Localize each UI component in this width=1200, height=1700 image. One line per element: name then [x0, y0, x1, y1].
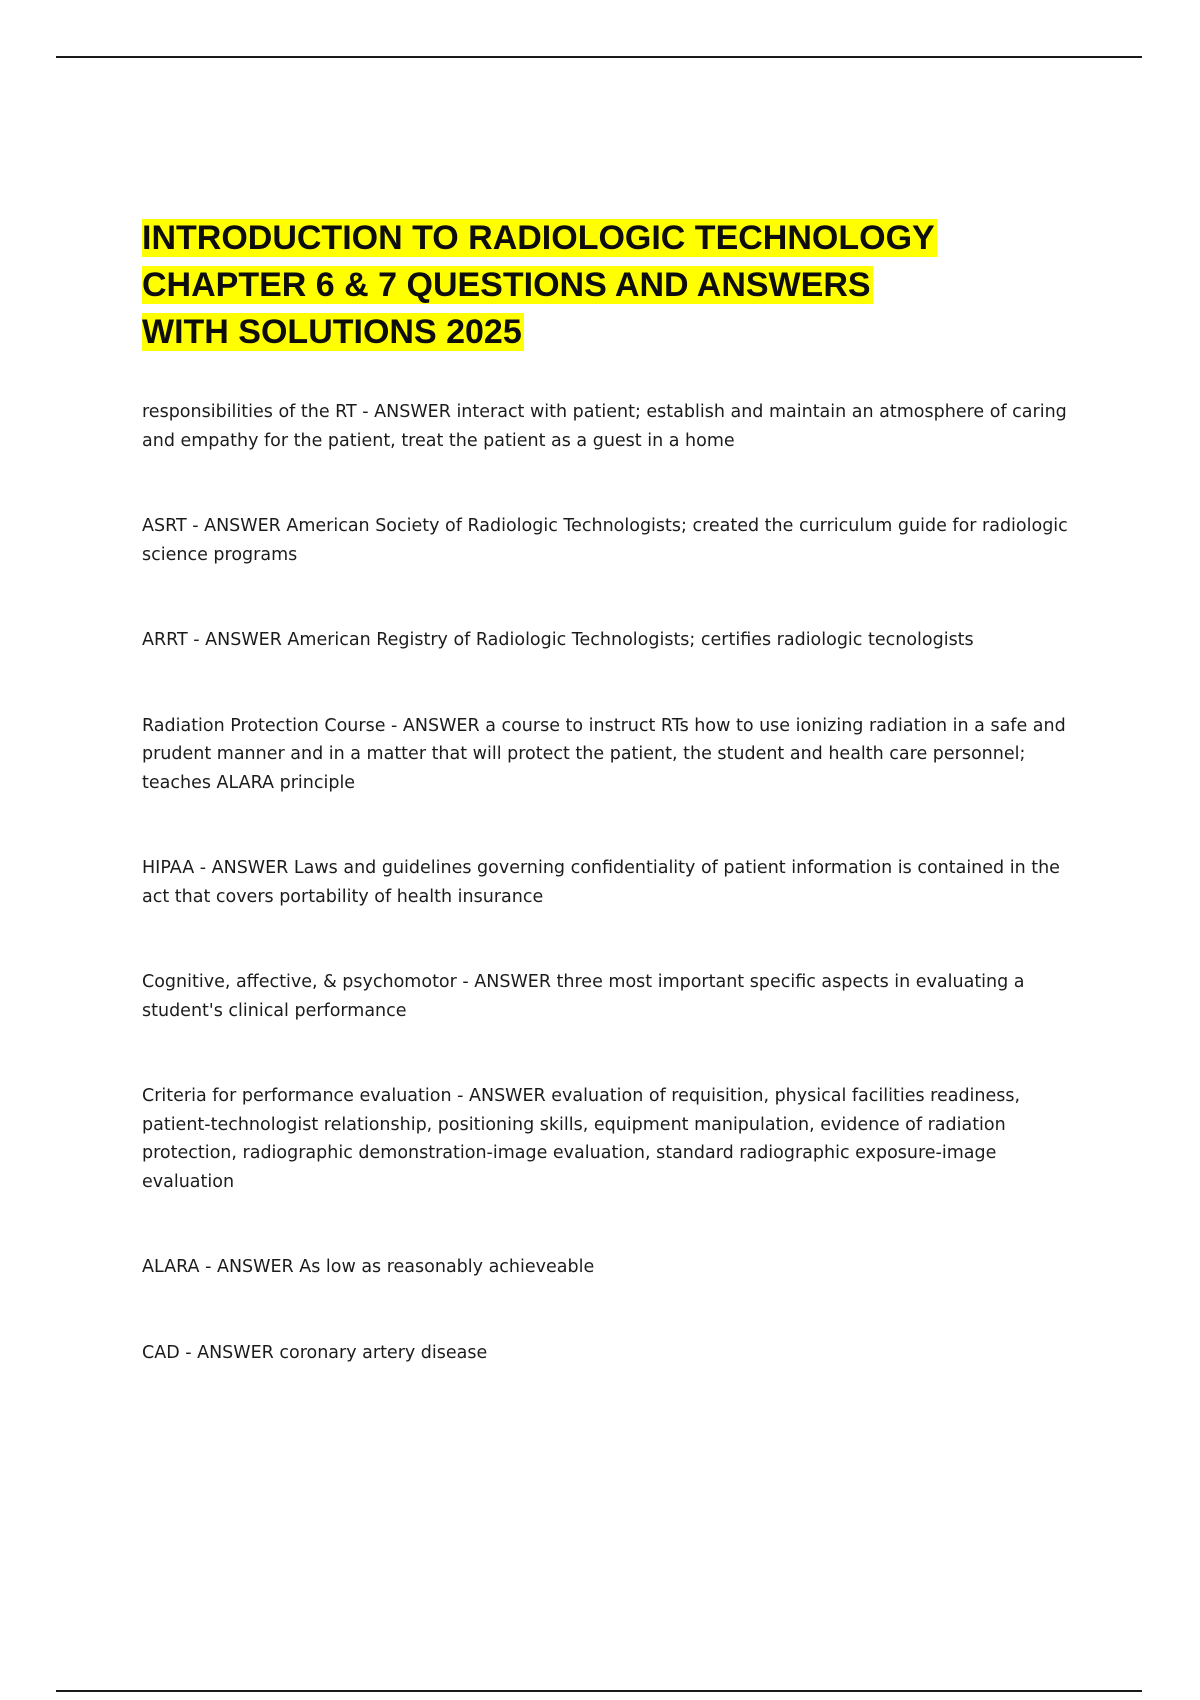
qa-term: HIPAA: [142, 858, 195, 878]
qa-answer: As low as reasonably achieveable: [299, 1257, 595, 1277]
title-line-1: INTRODUCTION TO RADIOLOGIC TECHNOLOGY: [142, 219, 935, 257]
qa-entry-alara: [142, 1253, 1072, 1282]
qa-separator: - ANSWER: [187, 630, 288, 650]
qa-separator: - ANSWER: [194, 858, 294, 878]
qa-entry-performance-criteria: [142, 1082, 1072, 1196]
qa-answer: evaluation of requisition, physical facilities readiness, patient-technologist relationship, positioning skills, equipment manipulation, evidence of radiation protection, radiographic demonstration-image evaluation, standard radiographic exposure-image evaluation: [142, 1086, 1021, 1192]
qa-answer: three most important specific aspects in evaluating a student's clinical performance: [142, 972, 1025, 1021]
qa-term: ARRT: [142, 630, 188, 650]
qa-answer: Laws and guidelines governing confidentiality of patient information is contained in the act that covers portability of health insurance: [142, 858, 1060, 907]
header-rule: [56, 56, 1142, 58]
qa-term: Criteria for performance evaluation: [142, 1086, 452, 1106]
qa-answer: coronary artery disease: [279, 1342, 488, 1363]
qa-separator: - ANSWER: [456, 972, 557, 992]
qa-answer: American Society of Radiologic Technologists; created the curriculum guide for radiologic science programs: [142, 516, 1068, 565]
qa-answer: American Registry of Radiologic Technologists; certifies radiologic tecnologists: [287, 630, 974, 650]
qa-entry-responsibilities: [142, 398, 1072, 455]
qa-answer: a course to instruct RTs how to use ionizing radiation in a safe and prudent manner and in a matter that will protect the patient, the student and health care personnel; teaches ALARA principle: [142, 715, 1066, 793]
qa-entry-hipaa: [142, 854, 1072, 911]
qa-term: ASRT: [142, 516, 187, 536]
document-body: [142, 215, 1072, 1367]
title-line-3: WITH SOLUTIONS 2025: [142, 313, 522, 351]
qa-term: CAD: [142, 1342, 180, 1363]
qa-entry-arrt: [142, 626, 1072, 655]
qa-term: ALARA: [142, 1257, 200, 1277]
qa-separator: - ANSWER: [199, 1257, 300, 1277]
qa-separator: - ANSWER: [385, 715, 486, 736]
qa-entry-asrt: [142, 512, 1072, 569]
qa-entry-cad: [142, 1339, 1072, 1368]
qa-entry-radiation-protection: [142, 712, 1072, 798]
document-title: [142, 215, 1072, 356]
qa-separator: - ANSWER: [179, 1342, 280, 1363]
qa-separator: - ANSWER: [186, 516, 287, 536]
footer-rule: [56, 1690, 1142, 1692]
qa-entry-cognitive: [142, 968, 1072, 1025]
qa-answer: interact with patient; establish and maintain an atmosphere of caring and empathy for the patient, treat the patient as a guest in a home: [142, 402, 1067, 451]
qa-term: Cognitive, affective, & psychomotor: [142, 972, 457, 992]
qa-separator: - ANSWER: [356, 402, 457, 422]
qa-term: responsibilities of the RT: [142, 402, 357, 422]
title-line-2: CHAPTER 6 & 7 QUESTIONS AND ANSWERS: [142, 266, 871, 304]
qa-term: Radiation Protection Course: [142, 715, 386, 736]
qa-separator: - ANSWER: [451, 1086, 552, 1106]
